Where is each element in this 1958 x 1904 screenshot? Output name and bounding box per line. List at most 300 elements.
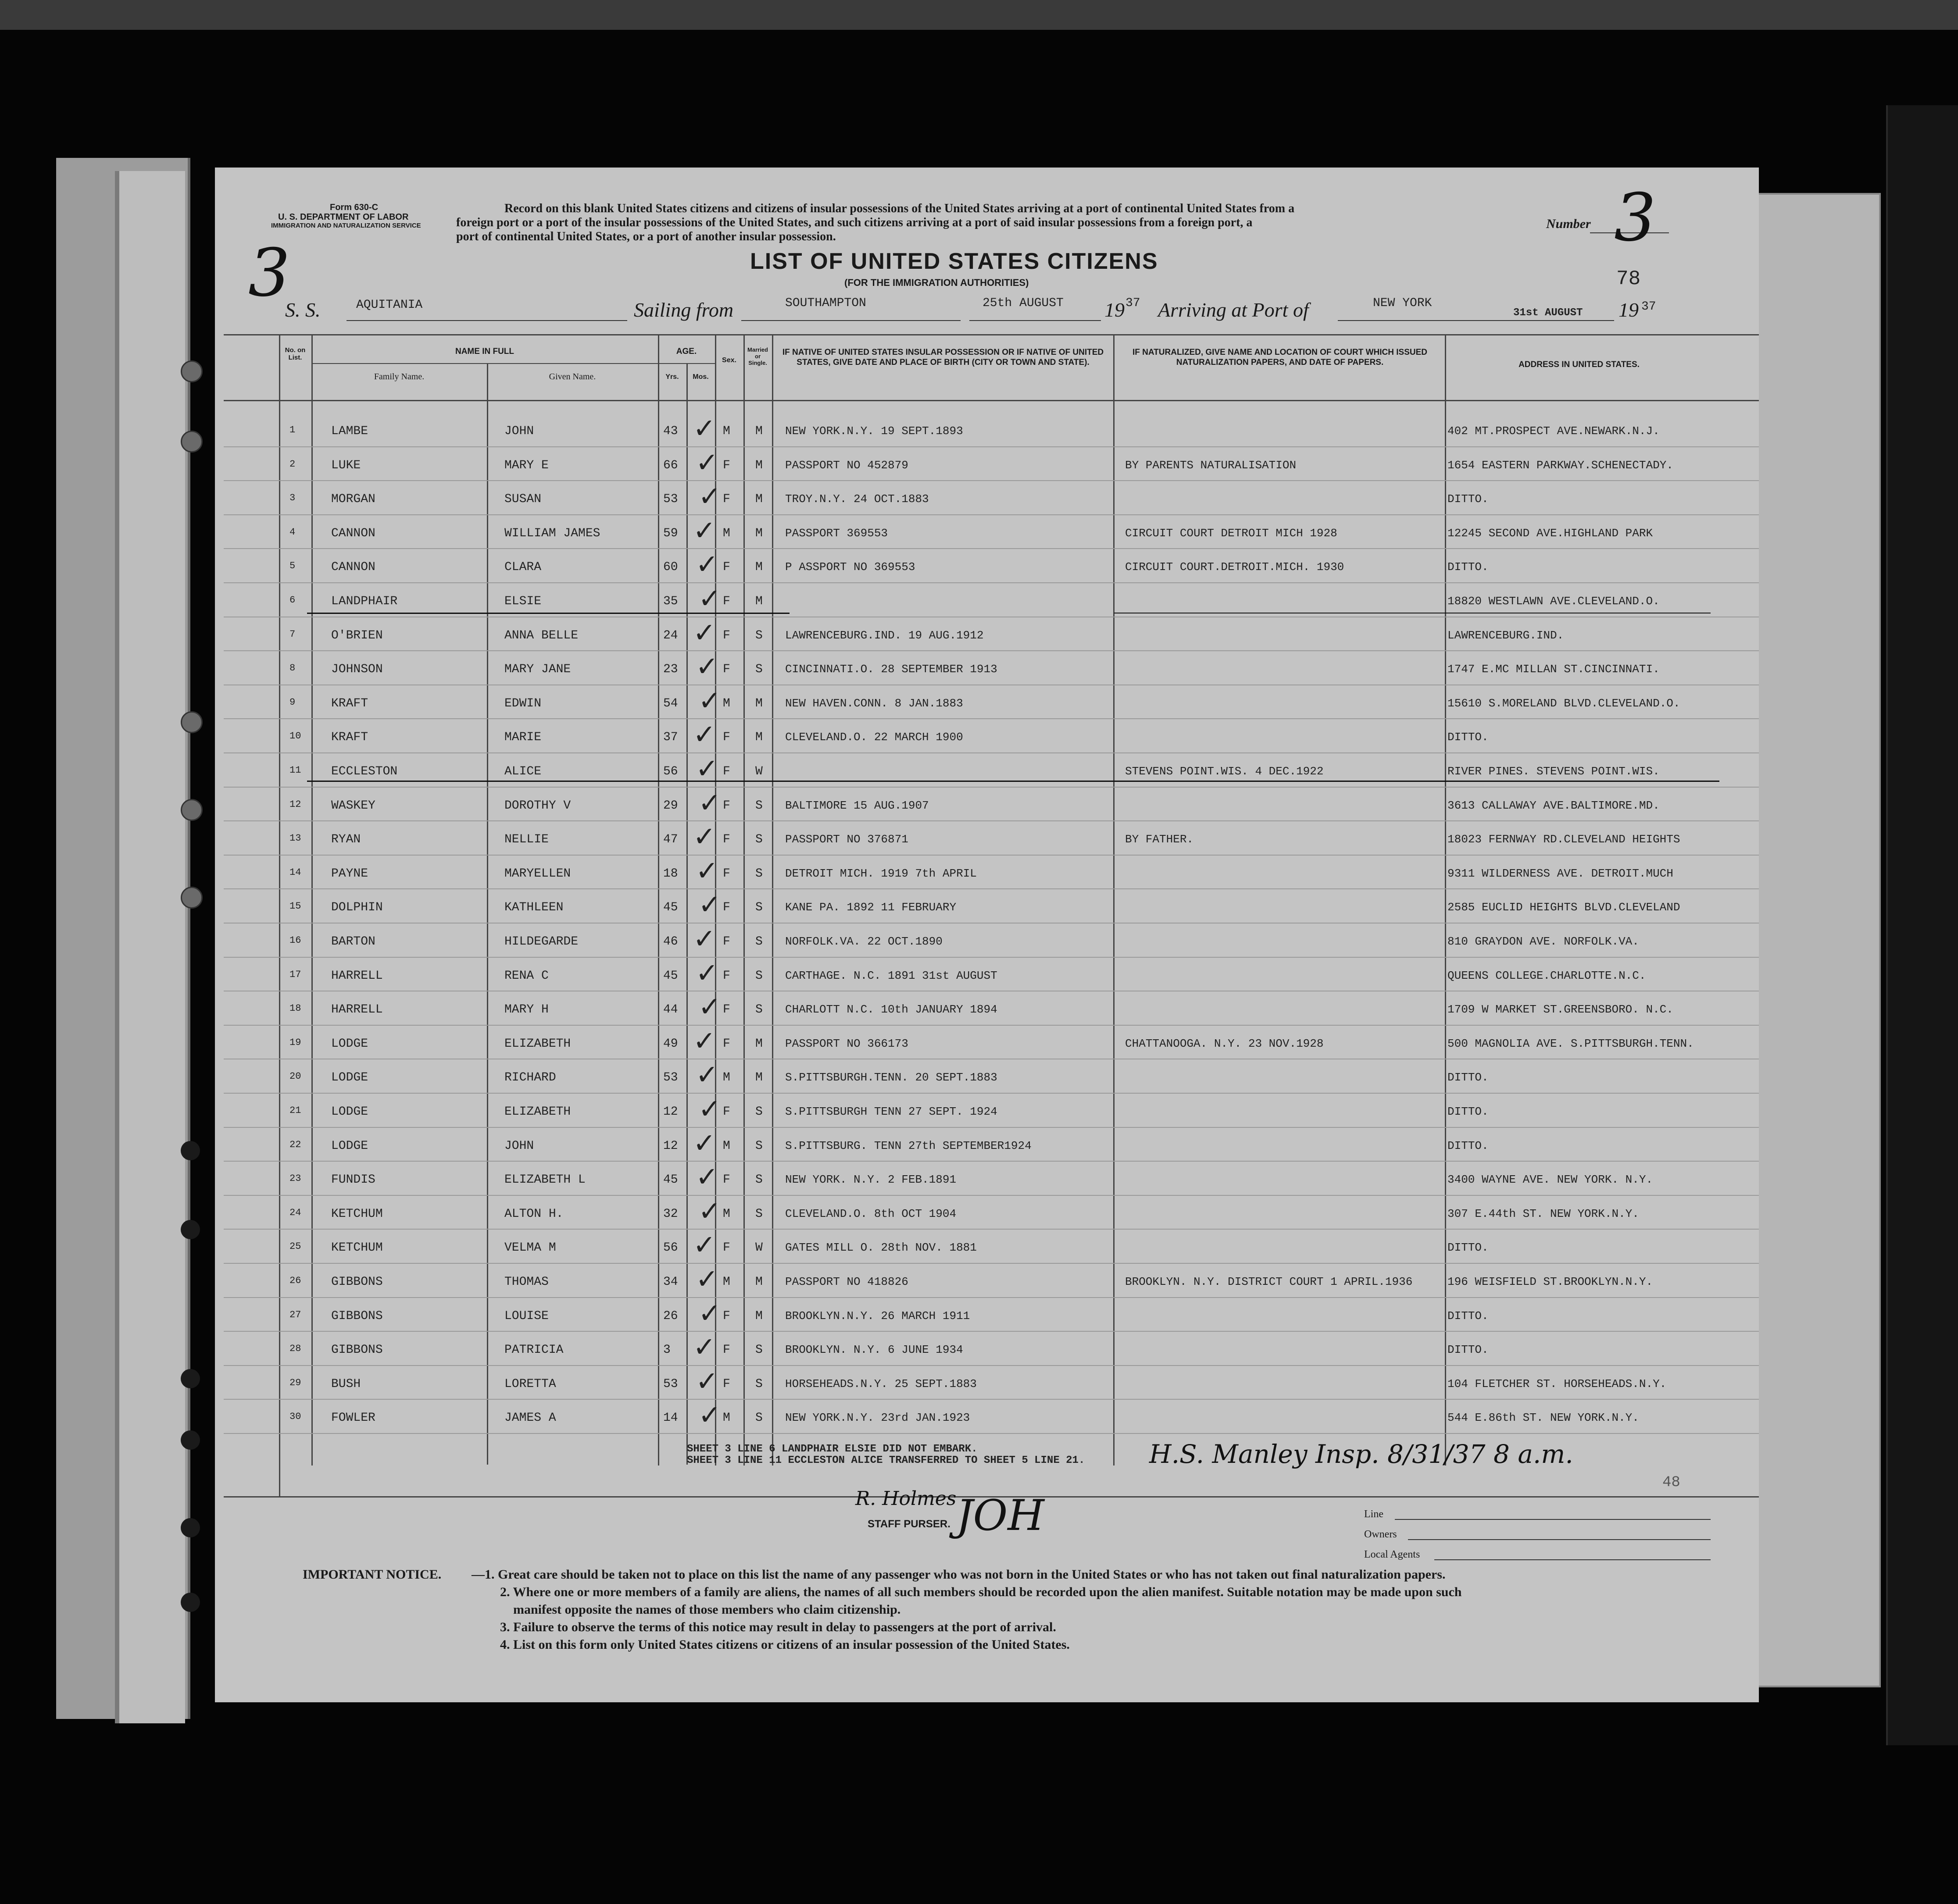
row-rule (224, 752, 1759, 753)
cell-ms: M (755, 1071, 763, 1085)
cell-given: MARY H (504, 1003, 549, 1017)
check-mark: ✓ (696, 956, 718, 989)
page-reference: 78 (1616, 267, 1641, 290)
cell-address: 544 E.86th ST. NEW YORK.N.Y. (1447, 1411, 1639, 1425)
cell-family: KRAFT (331, 731, 368, 745)
cell-no: 9 (289, 696, 296, 708)
inspector-signature: H.S. Manley Insp. 8/31/37 8 a.m. (1149, 1439, 1573, 1469)
cell-sex: F (723, 458, 730, 472)
agents-underline (1434, 1559, 1711, 1560)
footnote-1: SHEET 3 LINE 6 LANDPHAIR ELSIE DID NOT EMBARK. (687, 1443, 978, 1455)
cell-birth: NEW HAVEN.CONN. 8 JAN.1883 (785, 696, 963, 710)
cell-yrs: 3 (663, 1343, 671, 1357)
cell-sex: F (723, 833, 730, 847)
punch-hole (181, 1220, 200, 1239)
cell-given: THOMAS (504, 1275, 549, 1289)
cell-given: KATHLEEN (504, 901, 564, 915)
cell-family: CANNON (331, 560, 375, 574)
cell-given: JOHN (504, 1139, 534, 1153)
cell-no: 23 (289, 1173, 301, 1184)
punch-hole (181, 1518, 200, 1537)
cell-family: HARRELL (331, 1003, 383, 1017)
row-rule (224, 650, 1759, 651)
cell-given: ALTON H. (504, 1207, 564, 1221)
intro-line-1: Record on this blank United States citizens and citizens of insular possessions of the United States arriving at a port of continental United States from a (504, 202, 1295, 215)
cell-family: HARRELL (331, 969, 383, 983)
cell-address: 18820 WESTLAWN AVE.CLEVELAND.O. (1447, 595, 1660, 608)
owners-label: Owners (1364, 1529, 1397, 1540)
cell-family: FUNDIS (331, 1173, 375, 1187)
cell-sex: M (723, 1071, 730, 1085)
cell-birth: P ASSPORT NO 369553 (785, 560, 915, 574)
cell-birth: BROOKLYN. N.Y. 6 JUNE 1934 (785, 1343, 963, 1357)
punch-hole (181, 1141, 200, 1160)
sailing-label: Sailing from (634, 299, 734, 321)
sailing-port: SOUTHAMPTON (785, 296, 866, 310)
cell-yrs: 12 (663, 1105, 678, 1119)
number-label: Number (1546, 217, 1591, 231)
cell-given: RENA C (504, 969, 549, 983)
cell-ms: S (755, 901, 763, 915)
row-rule (224, 582, 1759, 583)
cell-no: 4 (289, 526, 296, 538)
cell-no: 16 (289, 935, 301, 946)
cell-birth: S.PITTSBURGH TENN 27 SEPT. 1924 (785, 1105, 997, 1118)
cell-birth: NEW YORK.N.Y. 19 SEPT.1893 (785, 424, 963, 438)
cell-family: WASKEY (331, 799, 375, 813)
cell-address: 3400 WAYNE AVE. NEW YORK. N.Y. (1447, 1173, 1653, 1187)
cell-ms: M (755, 696, 763, 710)
cell-ms: S (755, 1003, 763, 1017)
port-underline (741, 320, 961, 321)
cell-no: 30 (289, 1411, 301, 1423)
cell-given: ANNA BELLE (504, 628, 579, 642)
list-number: 3 (1614, 180, 1656, 256)
cell-birth: PASSPORT NO 366173 (785, 1037, 908, 1050)
cell-yrs: 59 (663, 526, 678, 540)
cell-family: LODGE (331, 1071, 368, 1085)
check-mark: ✓ (696, 752, 718, 784)
cell-yrs: 47 (663, 833, 678, 847)
cell-yrs: 53 (663, 492, 678, 506)
header-years: Yrs. (665, 373, 679, 381)
cell-birth: BROOKLYN.N.Y. 26 MARCH 1911 (785, 1309, 970, 1323)
header-married-single: Married or Single. (747, 346, 768, 366)
cell-address: RIVER PINES. STEVENS POINT.WIS. (1447, 765, 1660, 778)
cell-nat: CHATTANOOGA. N.Y. 23 NOV.1928 (1125, 1037, 1324, 1050)
cell-address: 15610 S.MORELAND BLVD.CLEVELAND.O. (1447, 696, 1680, 710)
cell-yrs: 56 (663, 765, 678, 778)
cell-ms: S (755, 628, 763, 642)
row-rule (224, 1195, 1759, 1196)
row-rule (224, 1433, 1759, 1434)
row-rule (224, 1025, 1759, 1026)
col-line (487, 364, 488, 1465)
cell-address: 104 FLETCHER ST. HORSEHEADS.N.Y. (1447, 1377, 1667, 1391)
cell-yrs: 60 (663, 560, 678, 574)
cell-family: LAMBE (331, 424, 368, 438)
cell-ms: S (755, 1173, 763, 1187)
cell-yrs: 12 (663, 1139, 678, 1153)
check-mark: ✓ (693, 820, 716, 853)
cell-birth: DETROIT MICH. 1919 7th APRIL (785, 866, 977, 880)
cell-no: 17 (289, 969, 301, 980)
cell-given: ALICE (504, 765, 542, 778)
cell-no: 3 (289, 492, 296, 504)
cell-nat: BROOKLYN. N.Y. DISTRICT COURT 1 APRIL.1936 (1125, 1275, 1413, 1288)
cell-birth: S.PITTSBURG. TENN 27th SEPTEMBER1924 (785, 1139, 1032, 1152)
punch-hole (181, 799, 203, 821)
cell-no: 14 (289, 866, 301, 878)
cell-yrs: 46 (663, 935, 678, 948)
punch-hole (181, 1593, 200, 1612)
cell-family: LUKE (331, 458, 361, 472)
cell-given: JOHN (504, 424, 534, 438)
cell-ms: M (755, 560, 763, 574)
cell-sex: M (723, 1411, 730, 1425)
cell-sex: F (723, 1173, 730, 1187)
check-mark: ✓ (698, 1399, 721, 1431)
cell-no: 27 (289, 1309, 301, 1320)
cell-address: 9311 WILDERNESS AVE. DETROIT.MUCH (1447, 866, 1673, 880)
row-rule (224, 1263, 1759, 1264)
col-line (658, 334, 659, 1465)
cell-birth: NEW YORK.N.Y. 23rd JAN.1923 (785, 1411, 970, 1425)
cell-given: LORETTA (504, 1377, 556, 1391)
cell-family: GIBBONS (331, 1275, 383, 1289)
header-name-in-full: NAME IN FULL (455, 347, 515, 356)
cell-given: MARY JANE (504, 663, 571, 677)
cell-ms: S (755, 1105, 763, 1119)
cell-ms: M (755, 526, 763, 540)
cell-given: MARIE (504, 731, 542, 745)
arriving-label: Arriving at Port of (1158, 299, 1309, 321)
cell-ms: M (755, 424, 763, 438)
cell-sex: F (723, 731, 730, 745)
cell-given: SUSAN (504, 492, 542, 506)
cell-nat: CIRCUIT COURT.DETROIT.MICH. 1930 (1125, 560, 1344, 574)
punch-hole (181, 360, 203, 382)
punch-hole (181, 1430, 200, 1450)
check-mark: ✓ (698, 888, 721, 921)
col-line (743, 334, 745, 1465)
cell-birth: BALTIMORE 15 AUG.1907 (785, 799, 929, 812)
cell-address: 18023 FERNWAY RD.CLEVELAND HEIGHTS (1447, 833, 1680, 846)
cell-yrs: 37 (663, 731, 678, 745)
punch-hole (181, 1369, 200, 1388)
cell-family: LANDPHAIR (331, 595, 398, 608)
header-no: No. on List. (285, 346, 306, 361)
cell-family: JOHNSON (331, 663, 383, 677)
cell-given: EDWIN (504, 696, 542, 710)
department: U. S. DEPARTMENT OF LABOR (278, 212, 409, 222)
cell-sex: F (723, 935, 730, 948)
subheader-rule (311, 363, 715, 364)
cell-sex: F (723, 969, 730, 983)
col-line (1113, 334, 1115, 1465)
intro-line-2: foreign port or a port of the insular possessions of the United States, and such citizens arriving at a port of said insular possessions from a foreign port, a (456, 216, 1253, 229)
cell-yrs: 14 (663, 1411, 678, 1425)
cell-no: 11 (289, 765, 301, 776)
local-agents-label: Local Agents (1364, 1549, 1420, 1560)
cell-ms: S (755, 866, 763, 881)
form-number: Form 630-C (330, 203, 379, 212)
cell-birth: GATES MILL O. 28th NOV. 1881 (785, 1241, 977, 1255)
cell-birth: KANE PA. 1892 11 FEBRUARY (785, 901, 957, 914)
cell-address: 402 MT.PROSPECT AVE.NEWARK.N.J. (1447, 424, 1660, 438)
cell-no: 25 (289, 1241, 301, 1252)
sailing-year-prefix: 19 (1104, 299, 1125, 321)
cell-no: 5 (289, 560, 296, 572)
cell-address: 1654 EASTERN PARKWAY.SCHENECTADY. (1447, 458, 1673, 472)
col-line (311, 334, 313, 1465)
cell-birth: CLEVELAND.O. 8th OCT 1904 (785, 1207, 957, 1220)
cell-ms: S (755, 1411, 763, 1425)
staff-purser-label: STAFF PURSER. (868, 1518, 950, 1530)
row-rule (224, 718, 1759, 719)
notice-2: 2. Where one or more members of a family are aliens, the names of all such members should be recorded upon the alien manifest. Suitable notation may be made upon such (500, 1585, 1462, 1599)
cell-birth: PASSPORT NO 418826 (785, 1275, 908, 1288)
cell-birth: NEW YORK. N.Y. 2 FEB.1891 (785, 1173, 957, 1187)
cell-no: 22 (289, 1139, 301, 1150)
purser-signature: R. Holmes (855, 1487, 957, 1510)
sailing-date: 25th AUGUST (983, 296, 1064, 310)
row-rule (224, 1161, 1759, 1162)
cell-family: KRAFT (331, 696, 368, 710)
cell-yrs: 45 (663, 969, 678, 983)
footnote-2: SHEET 3 LINE 11 ECCLESTON ALICE TRANSFERRED TO SHEET 5 LINE 21. (687, 1455, 1085, 1466)
check-mark: ✓ (693, 718, 716, 751)
cell-birth: S.PITTSBURGH.TENN. 20 SEPT.1883 (785, 1071, 997, 1084)
cell-yrs: 29 (663, 799, 678, 813)
cell-sex: F (723, 1241, 730, 1255)
ship-name: AQUITANIA (356, 298, 423, 312)
cell-no: 8 (289, 663, 296, 674)
check-mark: ✓ (698, 786, 721, 819)
header-naturalized: IF NATURALIZED, GIVE NAME AND LOCATION OF COURT WHICH ISSUED NATURALIZATION PAPERS, AND DATE OF PAPERS. (1132, 348, 1427, 367)
cell-no: 12 (289, 799, 301, 810)
arrival-underline (1338, 320, 1522, 321)
col-line (772, 334, 773, 1465)
cell-nat: CIRCUIT COURT DETROIT MICH 1928 (1125, 526, 1337, 540)
cell-ms: M (755, 492, 763, 506)
cell-address: 196 WEISFIELD ST.BROOKLYN.N.Y. (1447, 1275, 1653, 1288)
strike-line-11 (307, 781, 1719, 782)
row-rule (224, 820, 1759, 821)
row-rule (224, 1399, 1759, 1400)
arrival-year: 37 (1641, 300, 1656, 314)
cell-no: 21 (289, 1105, 301, 1116)
cell-no: 20 (289, 1071, 301, 1082)
cell-given: ELSIE (504, 595, 542, 608)
cell-sex: F (723, 866, 730, 881)
notice-4: 4. List on this form only United States citizens or citizens of an insular possession of the United States. (500, 1637, 1070, 1652)
cell-yrs: 56 (663, 1241, 678, 1255)
check-mark: ✓ (696, 446, 718, 478)
row-rule (224, 1331, 1759, 1332)
row-rule (224, 1229, 1759, 1230)
cell-yrs: 45 (663, 901, 678, 915)
check-mark: ✓ (693, 1229, 716, 1261)
cell-no: 2 (289, 458, 296, 470)
cell-no: 7 (289, 628, 296, 640)
cell-sex: M (723, 526, 730, 540)
check-mark: ✓ (693, 1127, 716, 1159)
cell-ms: S (755, 935, 763, 948)
cell-family: LODGE (331, 1037, 368, 1051)
cell-sex: F (723, 765, 730, 778)
film-edge (0, 0, 1958, 30)
cell-sex: F (723, 492, 730, 506)
owners-underline (1408, 1539, 1711, 1540)
row-rule (224, 1365, 1759, 1366)
cell-address: DITTO. (1447, 1105, 1489, 1118)
row-rule (224, 888, 1759, 889)
cell-birth: CARTHAGE. N.C. 1891 31st AUGUST (785, 969, 997, 982)
check-mark: ✓ (698, 1093, 721, 1125)
row-rule (224, 957, 1759, 958)
cell-yrs: 44 (663, 1003, 678, 1017)
sailing-year: 37 (1125, 296, 1140, 310)
notice-title: IMPORTANT NOTICE. (303, 1567, 442, 1582)
cell-ms: W (755, 1241, 763, 1255)
cell-birth: NORFOLK.VA. 22 OCT.1890 (785, 935, 943, 948)
check-mark: ✓ (696, 650, 718, 683)
cell-family: KETCHUM (331, 1241, 383, 1255)
cell-yrs: 54 (663, 696, 678, 710)
cell-sex: M (723, 696, 730, 710)
check-mark: ✓ (693, 1024, 716, 1057)
cell-given: LOUISE (504, 1309, 549, 1323)
row-rule (224, 1093, 1759, 1094)
cell-sex: F (723, 1309, 730, 1323)
check-mark: ✓ (696, 1263, 718, 1295)
cell-ms: S (755, 833, 763, 847)
punch-hole (181, 431, 203, 453)
cell-yrs: 53 (663, 1377, 678, 1391)
cell-yrs: 26 (663, 1309, 678, 1323)
header-birth: IF NATIVE OF UNITED STATES INSULAR POSSESSION OR IF NATIVE OF UNITED STATES, GIVE DATE AND PLACE OF BIRTH (CITY OR TOWN AND STATE). (782, 348, 1104, 367)
cell-birth: CHARLOTT N.C. 10th JANUARY 1894 (785, 1003, 997, 1016)
col-line (1445, 334, 1446, 1465)
date-underline (969, 320, 1101, 321)
check-mark: ✓ (693, 923, 716, 955)
film-edge-right (1886, 105, 1958, 1745)
check-mark: ✓ (698, 684, 721, 717)
cell-given: VELMA M (504, 1241, 556, 1255)
cell-family: MORGAN (331, 492, 375, 506)
check-mark: ✓ (696, 1161, 718, 1193)
cell-address: 3613 CALLAWAY AVE.BALTIMORE.MD. (1447, 799, 1660, 812)
punch-hole (181, 711, 203, 733)
cell-sex: F (723, 1343, 730, 1357)
cell-family: BUSH (331, 1377, 361, 1391)
line-label: Line (1364, 1508, 1383, 1520)
page-subtitle: (FOR THE IMMIGRATION AUTHORITIES) (844, 277, 1029, 288)
cell-ms: S (755, 663, 763, 677)
cell-ms: M (755, 1037, 763, 1051)
cell-no: 18 (289, 1003, 301, 1014)
row-rule (224, 855, 1759, 856)
cell-birth: TROY.N.Y. 24 OCT.1883 (785, 492, 929, 506)
check-mark: ✓ (696, 1059, 718, 1091)
cell-address: DITTO. (1447, 731, 1489, 744)
cell-ms: S (755, 969, 763, 983)
cell-family: BARTON (331, 935, 375, 948)
cell-family: CANNON (331, 526, 375, 540)
row-rule (224, 480, 1759, 481)
cell-no: 15 (289, 901, 301, 912)
ss-label: S. S. (285, 299, 321, 321)
check-mark: ✓ (698, 480, 721, 513)
cell-address: 810 GRAYDON AVE. NORFOLK.VA. (1447, 935, 1639, 948)
check-mark: ✓ (693, 412, 716, 444)
header-family-name: Family Name. (374, 372, 425, 382)
cell-address: 307 E.44th ST. NEW YORK.N.Y. (1447, 1207, 1639, 1220)
header-sex: Sex. (722, 357, 736, 364)
cell-address: 12245 SECOND AVE.HIGHLAND PARK (1447, 526, 1653, 540)
cell-given: ELIZABETH (504, 1037, 571, 1051)
cell-address: DITTO. (1447, 1309, 1489, 1323)
row-rule (224, 787, 1759, 788)
cell-ms: M (755, 1275, 763, 1289)
cell-no: 26 (289, 1275, 301, 1286)
check-mark: ✓ (693, 1331, 716, 1363)
ship-underline (347, 320, 627, 321)
cell-no: 10 (289, 731, 301, 742)
cell-no: 28 (289, 1343, 301, 1355)
cell-sex: M (723, 424, 730, 438)
cell-no: 6 (289, 595, 296, 606)
cell-birth: PASSPORT NO 452879 (785, 458, 908, 472)
cell-sex: F (723, 1377, 730, 1391)
cell-given: CLARA (504, 560, 542, 574)
cell-address: LAWRENCEBURG.IND. (1447, 628, 1564, 642)
cell-given: WILLIAM JAMES (504, 526, 600, 540)
intro-line-3: port of continental United States, or a port of another insular possession. (456, 230, 836, 243)
cell-sex: F (723, 1003, 730, 1017)
cell-given: RICHARD (504, 1071, 556, 1085)
cell-given: ELIZABETH (504, 1105, 571, 1119)
page-title: LIST OF UNITED STATES CITIZENS (750, 249, 1158, 274)
header-months: Mos. (693, 373, 709, 381)
cell-given: PATRICIA (504, 1343, 564, 1357)
cell-yrs: 43 (663, 424, 678, 438)
col-line (686, 364, 688, 1465)
cell-sex: M (723, 1275, 730, 1289)
check-mark: ✓ (693, 514, 716, 546)
cell-family: LODGE (331, 1139, 368, 1153)
arrival-date: 31st AUGUST (1513, 307, 1583, 319)
cell-ms: M (755, 458, 763, 472)
table-top-border (224, 334, 1759, 335)
cell-ms: M (755, 1309, 763, 1323)
cell-sex: F (723, 799, 730, 813)
cell-no: 19 (289, 1037, 301, 1048)
cell-sex: F (723, 560, 730, 574)
col-line (279, 334, 280, 1496)
cell-birth: PASSPORT NO 376871 (785, 833, 908, 846)
row-rule (224, 446, 1759, 447)
cell-birth: CINCINNATI.O. 28 SEPTEMBER 1913 (785, 663, 997, 676)
cell-yrs: 49 (663, 1037, 678, 1051)
line-underline (1395, 1519, 1711, 1520)
arrival-port: NEW YORK (1373, 296, 1432, 310)
cell-sex: F (723, 901, 730, 915)
cell-family: ECCLESTON (331, 765, 398, 778)
cell-address: DITTO. (1447, 1139, 1489, 1152)
cell-nat: STEVENS POINT.WIS. 4 DEC.1922 (1125, 765, 1324, 778)
